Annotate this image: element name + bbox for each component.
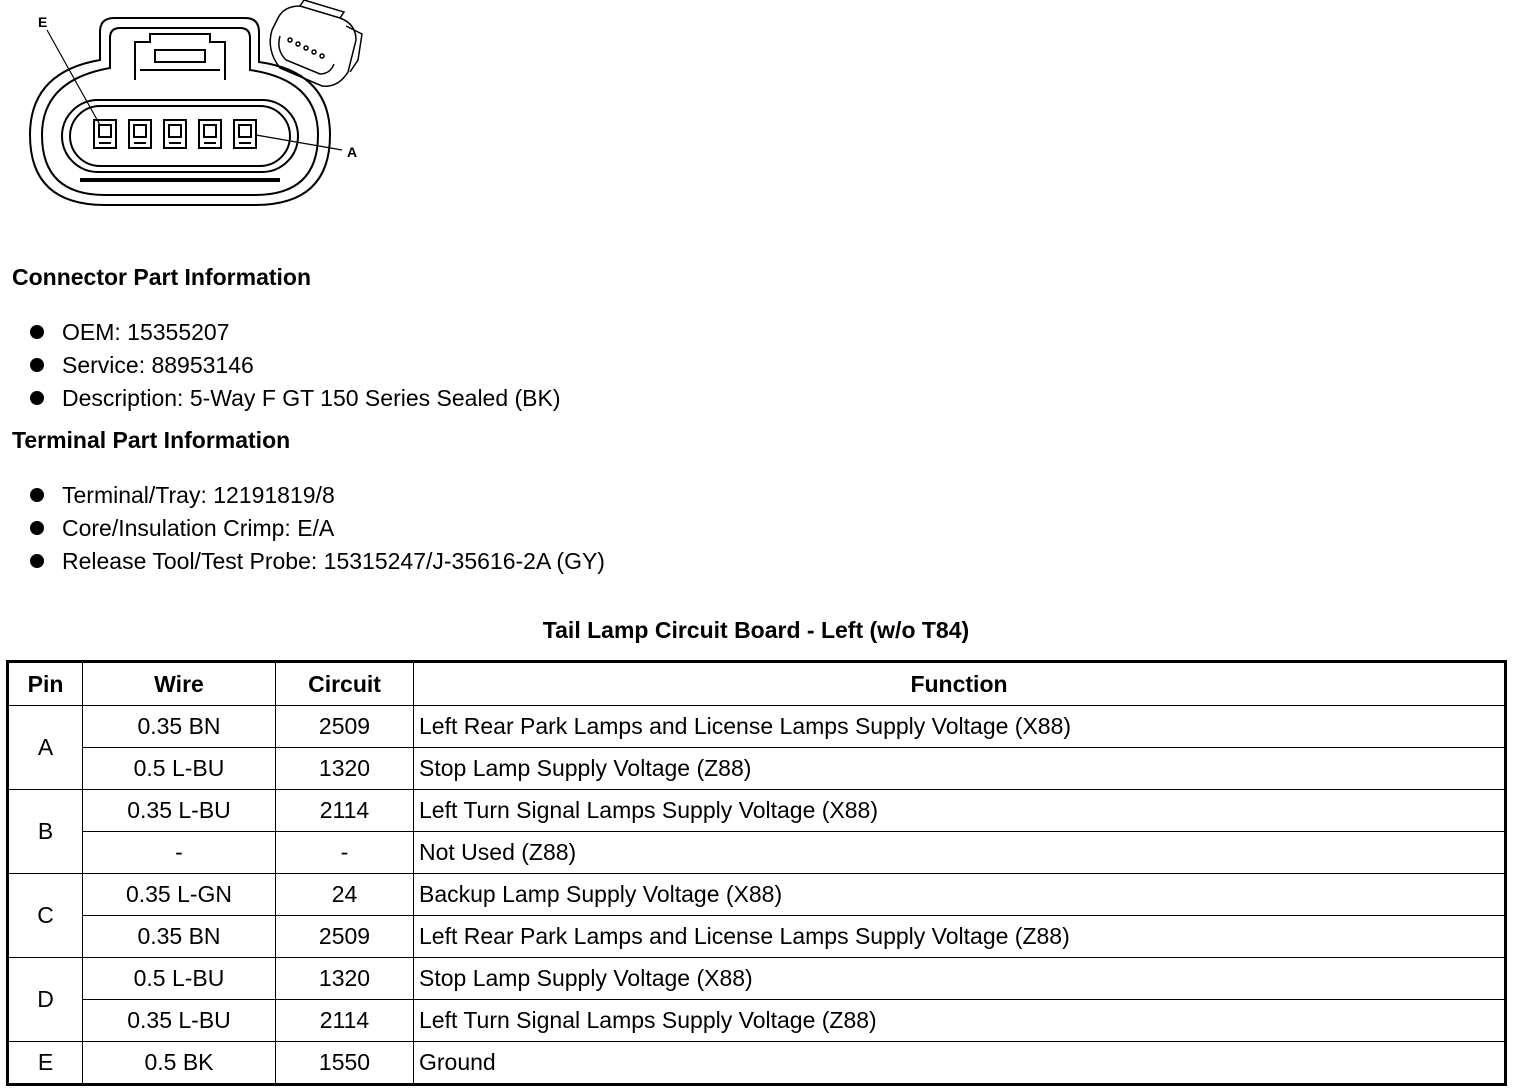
label-a: A [347, 144, 358, 160]
wire-cell: 0.35 BN [83, 916, 276, 958]
list-item: Release Tool/Test Probe: 15315247/J-35616-2A (GY) [30, 545, 605, 578]
table-row [8, 916, 1506, 958]
wire-cell: 0.5 L-BU [83, 958, 276, 1000]
circuit-cell: - [276, 832, 414, 874]
pin-cell: E [8, 1042, 83, 1085]
list-item: Core/Insulation Crimp: E/A [30, 512, 605, 545]
terminal-part-info-heading: Terminal Part Information [12, 427, 291, 453]
bullet-icon [30, 325, 44, 339]
circuit-cell: 1320 [276, 958, 414, 1000]
wire-cell: 0.35 BN [83, 706, 276, 748]
terminal-part-info-list [30, 479, 605, 578]
terminal-pins [94, 120, 256, 148]
table-row [8, 958, 1506, 1000]
list-item: OEM: 15355207 [30, 316, 561, 349]
header-circuit: Circuit [276, 662, 414, 706]
wire-cell: 0.35 L-BU [83, 790, 276, 832]
circuit-cell: 24 [276, 874, 414, 916]
connector-latch [135, 34, 225, 80]
pin-cell: B [8, 790, 83, 874]
bullet-icon [30, 488, 44, 502]
bullet-icon [30, 391, 44, 405]
table-row [8, 748, 1506, 790]
circuit-cell: 2509 [276, 706, 414, 748]
terminal-c [164, 120, 186, 148]
function-cell: Ground [414, 1042, 1506, 1085]
wire-cell: 0.35 L-GN [83, 874, 276, 916]
pin-cell: A [8, 706, 83, 790]
terminal-d [129, 120, 151, 148]
function-cell: Backup Lamp Supply Voltage (X88) [414, 874, 1506, 916]
connector-part-info-list [30, 316, 561, 415]
terminal-a [234, 120, 256, 148]
connector-part-info-heading: Connector Part Information [12, 264, 312, 290]
bullet-icon [30, 521, 44, 535]
list-item: Terminal/Tray: 12191819/8 [30, 479, 605, 512]
circuit-cell: 2114 [276, 1000, 414, 1042]
list-item: Service: 88953146 [30, 349, 561, 382]
table-row [8, 874, 1506, 916]
wire-cell: 0.5 L-BU [83, 748, 276, 790]
pin-cell: C [8, 874, 83, 958]
function-cell: Stop Lamp Supply Voltage (Z88) [414, 748, 1506, 790]
pin-cell: D [8, 958, 83, 1042]
table-row [8, 706, 1506, 748]
function-cell: Not Used (Z88) [414, 832, 1506, 874]
terminal-e [94, 120, 116, 148]
label-e: E [38, 14, 48, 30]
terminal-b [199, 120, 221, 148]
wire-cell: 0.5 BK [83, 1042, 276, 1085]
wire-cell: - [83, 832, 276, 874]
connector-perspective-icon [270, 0, 362, 86]
circuit-cell: 1550 [276, 1042, 414, 1085]
bullet-icon [30, 554, 44, 568]
function-cell: Left Rear Park Lamps and License Lamps Supply Voltage (Z88) [414, 916, 1506, 958]
circuit-cell: 1320 [276, 748, 414, 790]
table-title: Tail Lamp Circuit Board - Left (w/o T84) [542, 617, 970, 643]
function-cell: Left Rear Park Lamps and License Lamps Supply Voltage (X88) [414, 706, 1506, 748]
function-cell: Left Turn Signal Lamps Supply Voltage (X88) [414, 790, 1506, 832]
function-cell: Stop Lamp Supply Voltage (X88) [414, 958, 1506, 1000]
table-row [8, 832, 1506, 874]
wire-cell: 0.35 L-BU [83, 1000, 276, 1042]
bullet-icon [30, 358, 44, 372]
list-item: Description: 5-Way F GT 150 Series Sealed (BK) [30, 382, 561, 415]
table-row [8, 1042, 1506, 1085]
circuit-cell: 2509 [276, 916, 414, 958]
circuit-cell: 2114 [276, 790, 414, 832]
connector-diagram [0, 0, 380, 215]
connector-outer-shell [30, 18, 330, 205]
function-cell: Left Turn Signal Lamps Supply Voltage (Z88) [414, 1000, 1506, 1042]
header-pin: Pin [8, 662, 83, 706]
pin-out-table [6, 660, 1507, 1086]
table-row [8, 1000, 1506, 1042]
table-row [8, 790, 1506, 832]
header-wire: Wire [83, 662, 276, 706]
header-function: Function [414, 662, 1506, 706]
table-header-row [8, 662, 1506, 706]
